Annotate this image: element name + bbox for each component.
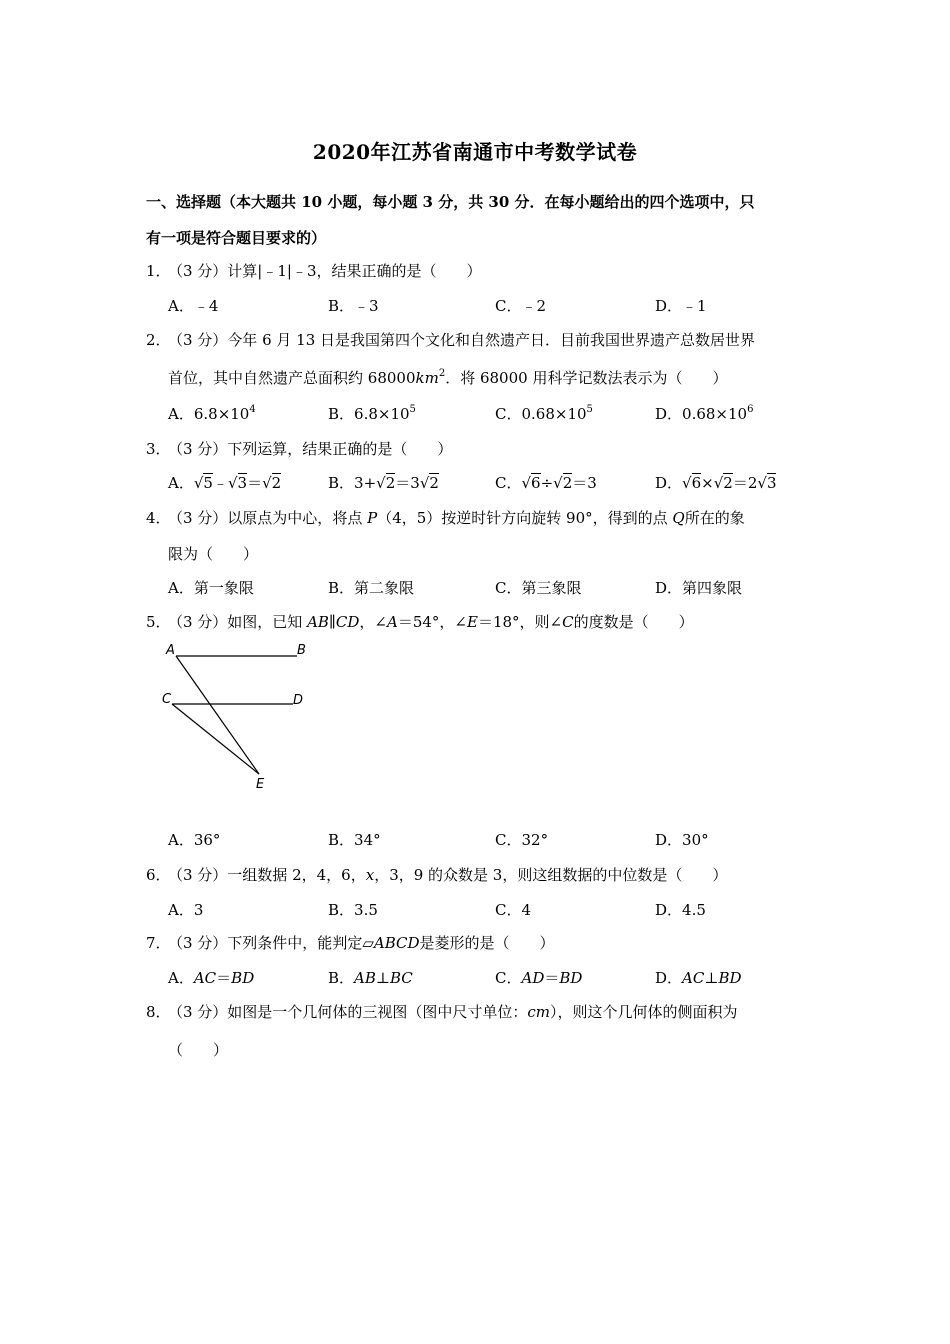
question-6-options	[168, 899, 788, 919]
question-8	[146, 1001, 816, 1022]
variable: C	[562, 613, 574, 631]
operator: ＝	[544, 969, 560, 987]
question-4	[146, 507, 816, 528]
variable: AD	[521, 969, 545, 987]
option-d[interactable]: D．﹣1	[655, 297, 707, 315]
variable: AB	[354, 969, 376, 987]
question-stem: 的度数是（ ）	[573, 613, 694, 631]
label-a: A	[166, 643, 175, 658]
question-stem: ），则这个几何体的侧面积为	[549, 1003, 738, 1021]
radicand: 6	[691, 474, 702, 492]
option-base: C．0.68×10	[495, 405, 587, 423]
line-ae	[176, 656, 259, 774]
option-d[interactable]: D．30°	[655, 831, 709, 849]
question-stem: （3 分）今年 6 月 13 日是我国第四个文化和自然遗产日．目前我国世界遗产总数居世界	[168, 331, 756, 349]
parallelogram-icon: ▱	[362, 934, 374, 952]
sqrt-icon: √	[682, 474, 692, 492]
option-label: B．	[328, 474, 355, 492]
label-b: B	[297, 643, 306, 658]
sqrt-icon: √	[376, 474, 386, 492]
option-label: A．	[168, 969, 194, 987]
label-e: E	[256, 777, 265, 792]
sqrt-icon: √	[553, 474, 563, 492]
option-c[interactable]	[495, 403, 593, 424]
operator: ×	[701, 474, 714, 492]
question-7	[146, 932, 816, 953]
operator: ⊥	[375, 969, 390, 987]
question-number: 3．	[146, 440, 171, 458]
question-stem: （3 分）计算|﹣1|﹣3，结果正确的是（ ）	[168, 262, 482, 280]
operator: ⊥	[704, 969, 719, 987]
radicand: 2	[562, 474, 573, 492]
operator: ＝2	[732, 474, 758, 492]
option-b[interactable]: B．第二象限	[328, 579, 415, 597]
variable: P	[367, 509, 378, 527]
unit-cm: cm	[527, 1003, 550, 1021]
question-stem: （4，5）按逆时针方向旋转 90°，得到的点	[377, 509, 673, 527]
option-base: B．6.8×10	[328, 405, 410, 423]
label-c: C	[162, 692, 172, 707]
question-stem: ＝18°，则∠	[477, 613, 563, 631]
parallel-lines-figure	[155, 638, 325, 798]
question-6	[146, 864, 816, 885]
option-base: D．0.68×10	[655, 405, 748, 423]
option-a[interactable]	[168, 472, 281, 493]
question-5	[146, 611, 816, 632]
question-1	[146, 260, 816, 281]
question-stem: ＝54°，∠	[397, 613, 467, 631]
sqrt-icon: √	[713, 474, 724, 492]
question-stem: （3 分）如图，已知	[168, 613, 308, 631]
option-b[interactable]	[328, 403, 416, 424]
option-b[interactable]: B．3.5	[328, 901, 378, 919]
option-label: A．	[168, 474, 194, 492]
question-stem: 是菱形的是（ ）	[419, 934, 555, 952]
option-d[interactable]	[655, 403, 753, 424]
exponent: 2	[438, 368, 446, 379]
option-label: C．	[495, 969, 522, 987]
sqrt-icon: √	[262, 474, 272, 492]
option-label: C．	[495, 474, 522, 492]
question-number: 1．	[146, 262, 171, 280]
variable: Q	[672, 509, 685, 527]
label-d: D	[293, 693, 304, 708]
question-2-options	[168, 403, 788, 423]
sqrt-icon: √	[521, 474, 532, 492]
option-c[interactable]: C．第三象限	[495, 579, 582, 597]
option-c[interactable]	[495, 472, 597, 493]
radicand: 2	[429, 474, 439, 492]
question-stem: 所在的象	[684, 509, 745, 527]
operator: ＝	[216, 969, 232, 987]
question-stem: （3 分）下列条件中，能判定	[168, 934, 363, 952]
variable: BD	[559, 969, 583, 987]
option-d[interactable]: D．4.5	[655, 901, 706, 919]
sqrt-icon: √	[419, 474, 430, 492]
variable: E	[466, 613, 478, 631]
question-stem: （3 分）如图是一个几何体的三视图（图中尺寸单位：	[168, 1003, 528, 1021]
unit-km: km	[415, 369, 439, 387]
option-b[interactable]	[328, 967, 413, 988]
option-a[interactable]: A．3	[168, 901, 204, 919]
section-heading-line1: 一、选择题（本大题共 10 小题，每小题 3 分，共 30 分．在每小题给出的四个选项中，只	[146, 193, 755, 211]
radicand: 2	[271, 474, 282, 492]
variable: A	[386, 613, 398, 631]
sqrt-icon: √	[193, 474, 204, 492]
option-base: A．6.8×10	[168, 405, 250, 423]
radicand: 3	[766, 474, 777, 492]
prefix: 3+	[354, 474, 377, 492]
question-1-options	[168, 295, 788, 315]
variable: ABCD	[373, 934, 420, 952]
question-number: 6．	[146, 866, 171, 884]
question-number: 2．	[146, 331, 171, 349]
variable: AC	[682, 969, 705, 987]
question-2	[146, 329, 816, 350]
radicand: 6	[531, 474, 541, 492]
question-stem: ，3，9 的众数是 3，则这组数据的中位数是（ ）	[374, 866, 728, 884]
option-b[interactable]: B．﹣3	[328, 297, 379, 315]
variable: BC	[390, 969, 413, 987]
variable: x	[365, 866, 375, 884]
option-c[interactable]: C．4	[495, 901, 532, 919]
question-4-continued: 限为（ ）	[168, 545, 259, 563]
option-c[interactable]	[495, 967, 582, 988]
question-stem: （3 分）下列运算，结果正确的是（ ）	[168, 440, 453, 458]
option-a[interactable]: A．﹣4	[168, 297, 219, 315]
operator: ÷	[540, 474, 554, 492]
section-heading-line2: 有一项是符合题目要求的）	[146, 229, 327, 247]
variable: AC	[193, 969, 217, 987]
sqrt-icon: √	[757, 474, 767, 492]
question-number: 4．	[146, 509, 171, 527]
option-exp: 5	[409, 404, 416, 415]
operator: ＝	[247, 474, 263, 492]
option-exp: 5	[586, 404, 593, 415]
radicand: 5	[203, 474, 213, 492]
question-number: 7．	[146, 934, 171, 952]
option-label: D．	[655, 969, 683, 987]
option-a[interactable]	[168, 967, 254, 988]
question-stem: （3 分）一组数据 2，4，6，	[168, 866, 366, 884]
question-7-options	[168, 967, 788, 987]
question-8-continued: （ ）	[168, 1041, 229, 1059]
question-number: 5．	[146, 613, 171, 631]
operator: ∥	[328, 613, 336, 631]
operator: ﹣	[212, 474, 228, 492]
question-3-options	[168, 472, 788, 492]
variable: BD	[231, 969, 255, 987]
operator: ＝3	[572, 474, 597, 492]
operator: ＝3	[395, 474, 420, 492]
option-d[interactable]	[655, 967, 742, 988]
option-c[interactable]: C．﹣2	[495, 297, 547, 315]
variable: AB	[307, 613, 329, 631]
option-c[interactable]: C．32°	[495, 831, 549, 849]
option-a[interactable]: A．36°	[168, 831, 221, 849]
question-3	[146, 438, 816, 459]
question-stem-cont: 首位，其中自然遗产总面积约 68000	[168, 369, 416, 387]
option-b[interactable]	[328, 472, 439, 493]
page-title: 2020年江苏省南通市中考数学试卷	[312, 140, 638, 164]
question-stem: （3 分）以原点为中心，将点	[168, 509, 368, 527]
sqrt-icon: √	[227, 474, 238, 492]
variable: BD	[718, 969, 742, 987]
option-b[interactable]: B．34°	[328, 831, 381, 849]
radicand: 2	[723, 474, 733, 492]
question-stem-end: ．将 68000 用科学记数法表示为（ ）	[445, 369, 728, 387]
radicand: 3	[237, 474, 248, 492]
question-5-options	[168, 829, 788, 849]
question-2-continued	[168, 367, 727, 388]
option-a[interactable]: A．第一象限	[168, 579, 254, 597]
option-label: D．	[655, 474, 683, 492]
option-label: B．	[328, 969, 355, 987]
radicand: 2	[385, 474, 396, 492]
option-exp: 4	[249, 404, 256, 415]
question-4-options	[168, 577, 788, 597]
option-d[interactable]	[655, 472, 776, 493]
section-heading	[146, 184, 816, 256]
variable: CD	[335, 613, 360, 631]
option-a[interactable]	[168, 403, 256, 424]
option-exp: 6	[747, 404, 754, 415]
line-ce	[172, 704, 259, 774]
question-number: 8．	[146, 1003, 171, 1021]
option-d[interactable]: D．第四象限	[655, 579, 743, 597]
question-stem: ，∠	[359, 613, 387, 631]
